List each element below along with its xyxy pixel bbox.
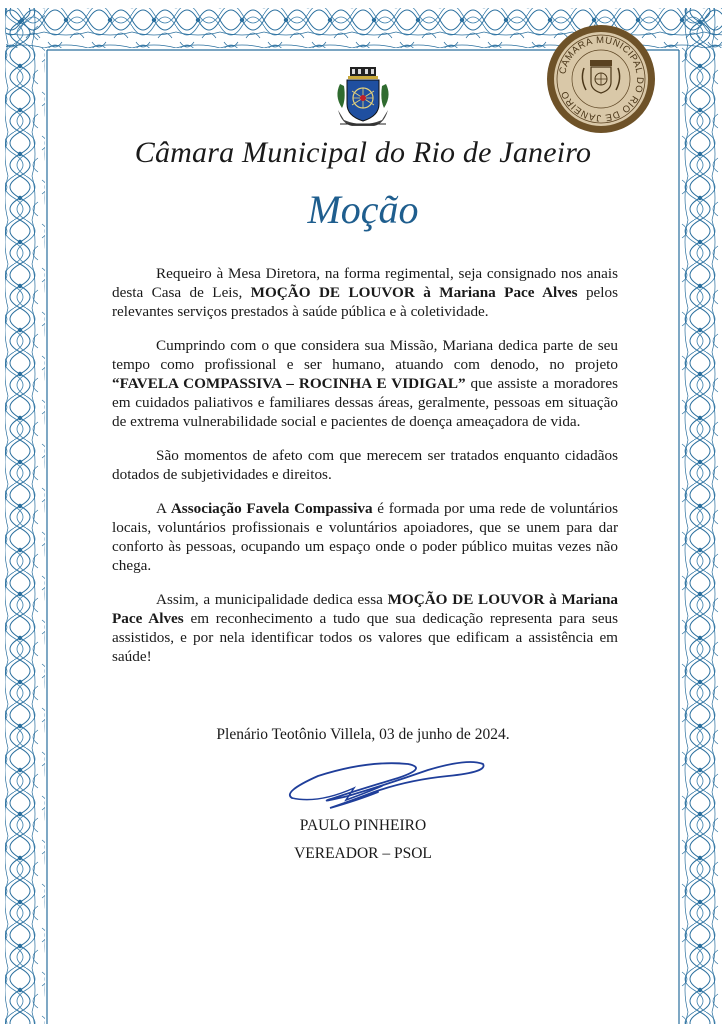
project-name-bold: “FAVELA COMPASSIVA – ROCINHA E VIDIGAL” [112,375,466,392]
seal-text: CÂMARA MUNICIPAL DO RIO DE JANEIRO [557,34,646,124]
border-right [681,8,721,1024]
place-and-date: Plenário Teotônio Villela, 03 de junho de 2024. [216,726,510,743]
honoree-bold: MOÇÃO DE LOUVOR à Mariana Pace Alves [250,284,578,301]
paragraph-4: A Associação Favela Compassiva é formada por uma rede de voluntários locais, voluntários profissionais e voluntários apoiadores, que se unem para dar conforto às pessoas, ocupando um espaço onde o poder público muitas vezes não chega. [112,500,618,574]
paragraph-2: Cumprindo com o que considera sua Missão, Mariana dedica parte de seu tempo como profissional e ser humano, atuando com denodo, no projeto “FAVELA COMPASSIVA – ROCINHA E VIDIGAL” que assiste a moradores em cuidados paliativos e familiares dessas áreas, geralmente, pessoas em situação de extrema vulnerabilidade social e pacientes de doença ameaçadora de vida. [112,337,618,430]
coat-of-arms-icon [330,64,396,130]
document-body [112,264,618,681]
signer-role: VEREADOR – PSOL [294,845,432,862]
official-seal-stamp [546,24,656,134]
paragraph-5: Assim, a municipalidade dedica essa MOÇÃO DE LOUVOR à Mariana Pace Alves em reconhecimento a tudo que sua dedicação representa para seus assistidos, e por nela identificar todos os valores que edificam a assistência em saúde! [112,591,619,665]
border-left [5,8,45,1024]
paragraph-1: Requeiro à Mesa Diretora, na forma regimental, seja consignado nos anais desta Casa de Leis, MOÇÃO DE LOUVOR à Mariana Pace Alves pelos relevantes serviços prestados à saúde pública e à coletividade. [112,265,618,320]
handwritten-signature [278,756,488,812]
signer-name: PAULO PINHEIRO [299,817,427,834]
document-title: Moção [307,187,419,232]
paragraph-3: São momentos de afeto com que merecem ser tratados enquanto cidadãos dotados de subjetividades e direitos. [112,447,618,483]
honoree-bold: MOÇÃO DE LOUVOR à Mariana Pace Alves [112,591,618,627]
association-name-bold: Associação Favela Compassiva [170,500,373,517]
institution-title: Câmara Municipal do Rio de Janeiro [134,136,592,169]
